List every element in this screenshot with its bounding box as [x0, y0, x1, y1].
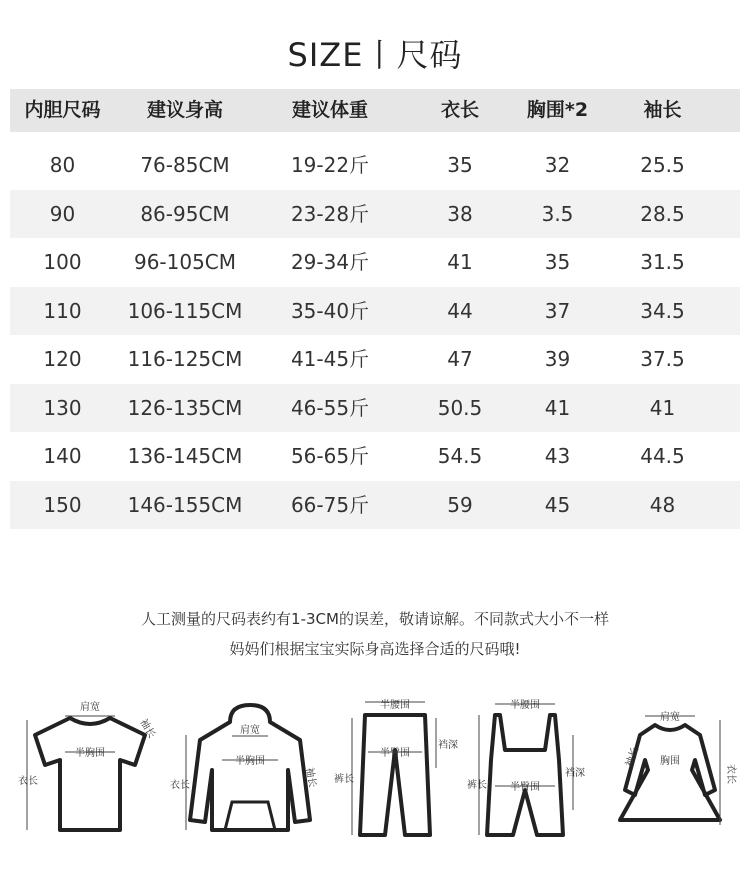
page-title: SIZE丨尺码	[287, 36, 463, 74]
header-inner-size: 内胆尺码	[24, 99, 101, 121]
overalls-length-label: 裤长	[467, 780, 487, 791]
tshirt-icon	[35, 718, 145, 830]
cell-length: 47	[447, 347, 473, 371]
cell-height: 126-135CM	[127, 395, 243, 420]
cell-weight: 46-55斤	[290, 395, 370, 420]
cell-height: 76-85CM	[140, 153, 230, 177]
pants-hip-label: 半臀围	[380, 748, 410, 759]
cell-sleeve: 44.5	[640, 444, 685, 468]
cell-weight: 56-65斤	[290, 444, 370, 468]
cell-sleeve: 28.5	[640, 201, 685, 226]
table-row	[10, 432, 740, 481]
cell-length: 54.5	[437, 444, 483, 468]
cell-chest: 45	[544, 492, 571, 517]
pants-rise-label: 裆深	[438, 740, 458, 751]
cell-weight: 29-34斤	[290, 250, 370, 274]
hoodie-diagram	[160, 690, 330, 854]
dress-diagram	[600, 690, 740, 854]
header-length: 衣长	[440, 99, 479, 121]
cell-length: 38	[447, 201, 473, 226]
cell-sleeve: 37.5	[640, 347, 685, 371]
table-row	[10, 141, 740, 190]
overalls-icon	[487, 715, 563, 835]
cell-sleeve: 34.5	[640, 298, 685, 323]
header-sleeve: 袖长	[643, 99, 682, 121]
cell-sleeve: 41	[649, 395, 676, 420]
cell-size: 140	[43, 444, 82, 468]
cell-size: 100	[43, 250, 82, 274]
cell-height: 96-105CM	[133, 250, 237, 274]
cell-size: 90	[49, 201, 76, 226]
hoodie-sleeve-label: 袖长	[303, 766, 318, 789]
pants-icon	[360, 715, 430, 835]
tshirt-chest-label: 半胸围	[75, 748, 105, 759]
header-weight: 建议体重	[291, 99, 368, 121]
header-chest: 胸围*2	[526, 99, 589, 121]
cell-length: 35	[447, 153, 473, 177]
cell-weight: 66-75斤	[290, 492, 370, 517]
cell-weight: 41-45斤	[290, 347, 370, 371]
hoodie-length-label: 衣长	[170, 780, 190, 791]
cell-height: 106-115CM	[127, 298, 243, 323]
dress-icon	[620, 725, 720, 820]
tshirt-length-label: 衣长	[18, 776, 38, 787]
note-line-1: 人工测量的尺码表约有1-3CM的误差，敬请谅解。不同款式大小不一样	[141, 610, 609, 628]
table-row	[10, 384, 740, 433]
pants-diagram	[330, 690, 460, 854]
table-row	[10, 238, 740, 287]
cell-length: 44	[447, 298, 473, 323]
measurement-diagrams	[0, 690, 750, 850]
pants-length-label: 裤长	[334, 774, 354, 785]
cell-chest: 37	[544, 298, 571, 323]
cell-size: 130	[43, 395, 82, 420]
cell-length: 59	[447, 492, 473, 517]
cell-height: 86-95CM	[140, 201, 230, 226]
cell-height: 116-125CM	[127, 347, 243, 371]
cell-size: 150	[43, 492, 82, 517]
pants-waist-label: 半腰围	[380, 700, 410, 711]
cell-chest: 41	[544, 395, 571, 420]
overalls-rise-label: 裆深	[565, 768, 585, 779]
cell-weight: 23-28斤	[290, 201, 370, 226]
overalls-diagram	[455, 690, 595, 854]
cell-chest: 39	[544, 347, 571, 371]
tshirt-sleeve-label: 袖长	[137, 717, 157, 741]
header-height: 建议身高	[146, 99, 223, 121]
size-table	[10, 89, 740, 517]
cell-height: 136-145CM	[127, 444, 243, 468]
table-row	[10, 190, 740, 239]
table-row	[10, 287, 740, 336]
table-body	[10, 141, 740, 529]
dress-length-label: 衣长	[725, 764, 736, 784]
dress-chest-label: 胸围	[660, 756, 680, 767]
hoodie-icon	[190, 705, 310, 830]
cell-chest: 3.5	[541, 201, 574, 226]
cell-length: 41	[447, 250, 473, 274]
tshirt-diagram	[15, 690, 165, 854]
note-line-2: 妈妈们根据宝宝实际身高选择合适的尺码哦!	[229, 640, 521, 658]
cell-weight: 35-40斤	[290, 298, 370, 323]
cell-size: 110	[43, 298, 82, 323]
cell-weight: 19-22斤	[290, 153, 370, 177]
tshirt-shoulder-label: 肩宽	[80, 702, 100, 713]
cell-sleeve: 48	[649, 492, 676, 517]
cell-chest: 35	[544, 250, 571, 274]
cell-chest: 32	[544, 153, 571, 177]
cell-height: 146-155CM	[127, 492, 243, 517]
hoodie-chest-label: 半胸围	[235, 756, 265, 767]
table-row	[10, 481, 740, 530]
overalls-waist-label: 半腰围	[510, 700, 540, 711]
cell-size: 120	[43, 347, 82, 371]
cell-length: 50.5	[437, 395, 483, 420]
cell-chest: 43	[544, 444, 571, 468]
cell-sleeve: 25.5	[640, 153, 685, 177]
hoodie-shoulder-label: 肩宽	[240, 725, 260, 736]
cell-size: 80	[49, 153, 76, 177]
dress-sleeve-label: 袖长	[624, 745, 642, 769]
cell-sleeve: 31.5	[640, 250, 685, 274]
table-header	[10, 89, 740, 132]
table-row	[10, 335, 740, 384]
dress-shoulder-label: 肩宽	[660, 712, 680, 723]
overalls-hip-label: 半臀围	[510, 782, 540, 793]
